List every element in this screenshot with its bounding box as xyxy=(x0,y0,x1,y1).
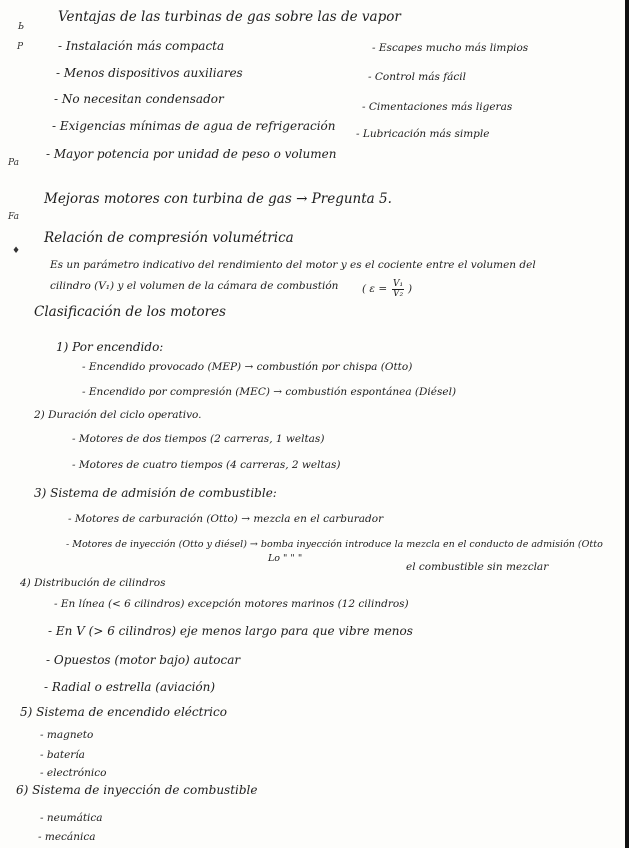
list-item: - magneto xyxy=(40,729,94,741)
margin-mark: Pa xyxy=(8,158,20,168)
section-title-mejoras: Mejoras motores con turbina de gas → Pregunta 5. xyxy=(44,191,392,207)
list-item: - Opuestos (motor bajo) autocar xyxy=(46,653,241,667)
list-item: - neumática xyxy=(40,812,103,824)
ditto-marks: Lo " " " xyxy=(268,553,303,564)
section-title-clasificacion: Clasificación de los motores xyxy=(34,304,226,320)
section-title-ventajas: Ventajas de las turbinas de gas sobre las de vapor xyxy=(58,9,401,25)
formula-numerator: V₁ xyxy=(393,279,404,289)
margin-mark: Ь xyxy=(18,22,25,32)
section-title-relacion: Relación de compresión volumétrica xyxy=(44,230,294,246)
formula-fraction xyxy=(392,280,404,299)
page-edge-shadow xyxy=(625,0,629,848)
paragraph-line: Es un parámetro indicativo del rendimiento del motor y es el cociente entre el volumen del xyxy=(50,259,536,271)
list-item: - Instalación más compacta xyxy=(58,39,225,53)
margin-mark: Fa xyxy=(8,212,19,222)
group-title: 6) Sistema de inyección de combustible xyxy=(16,783,258,797)
group-title: 2) Duración del ciclo operativo. xyxy=(34,409,202,421)
list-item: - batería xyxy=(40,749,85,761)
list-item: - Encendido provocado (MEP) → combustión por chispa (Otto) xyxy=(82,361,413,373)
margin-mark: ♦ xyxy=(12,246,21,256)
list-item: - No necesitan condensador xyxy=(54,92,224,106)
list-item: - Control más fácil xyxy=(368,71,466,83)
list-item: - Cimentaciones más ligeras xyxy=(362,101,513,113)
list-item: - Encendido por compresión (MEC) → combustión espontánea (Diésel) xyxy=(82,386,457,398)
list-item: - Lubricación más simple xyxy=(356,128,490,140)
group-title: 1) Por encendido: xyxy=(56,340,164,354)
list-item: - Radial o estrella (aviación) xyxy=(44,680,216,694)
margin-mark: P xyxy=(17,42,24,52)
list-item-continuation: el combustible sin mezclar xyxy=(406,561,549,573)
group-title: 5) Sistema de encendido eléctrico xyxy=(20,705,227,719)
list-item: - mecánica xyxy=(38,831,96,843)
list-item: - Exigencias mínimas de agua de refrigeración xyxy=(52,119,336,133)
list-item: - Motores de dos tiempos (2 carreras, 1 weltas) xyxy=(72,433,325,445)
group-title: 3) Sistema de admisión de combustible: xyxy=(34,486,277,500)
list-item: - Escapes mucho más limpios xyxy=(372,42,529,54)
list-item: - Mayor potencia por unidad de peso o volumen xyxy=(46,147,337,161)
paragraph-line: cilindro (V₁) y el volumen de la cámara de combustión xyxy=(50,280,339,292)
list-item: - En V (> 6 cilindros) eje menos largo para que vibre menos xyxy=(48,624,413,638)
formula-denominator: V₂ xyxy=(393,289,404,299)
formula-lhs: ( ε = xyxy=(362,283,388,295)
list-item: - Motores de cuatro tiempos (4 carreras, 2 weltas) xyxy=(72,459,341,471)
group-title: 4) Distribución de cilindros xyxy=(20,577,166,589)
list-item: - Motores de inyección (Otto y diésel) → bomba inyección introduce la mezcla en el conducto de admisión (Otto xyxy=(66,539,603,550)
formula-rhs: ) xyxy=(408,283,413,295)
list-item: - Menos dispositivos auxiliares xyxy=(56,66,243,80)
list-item: - electrónico xyxy=(40,767,107,779)
list-item: - En línea (< 6 cilindros) excepción motores marinos (12 cilindros) xyxy=(54,598,409,610)
list-item: - Motores de carburación (Otto) → mezcla en el carburador xyxy=(68,513,384,525)
